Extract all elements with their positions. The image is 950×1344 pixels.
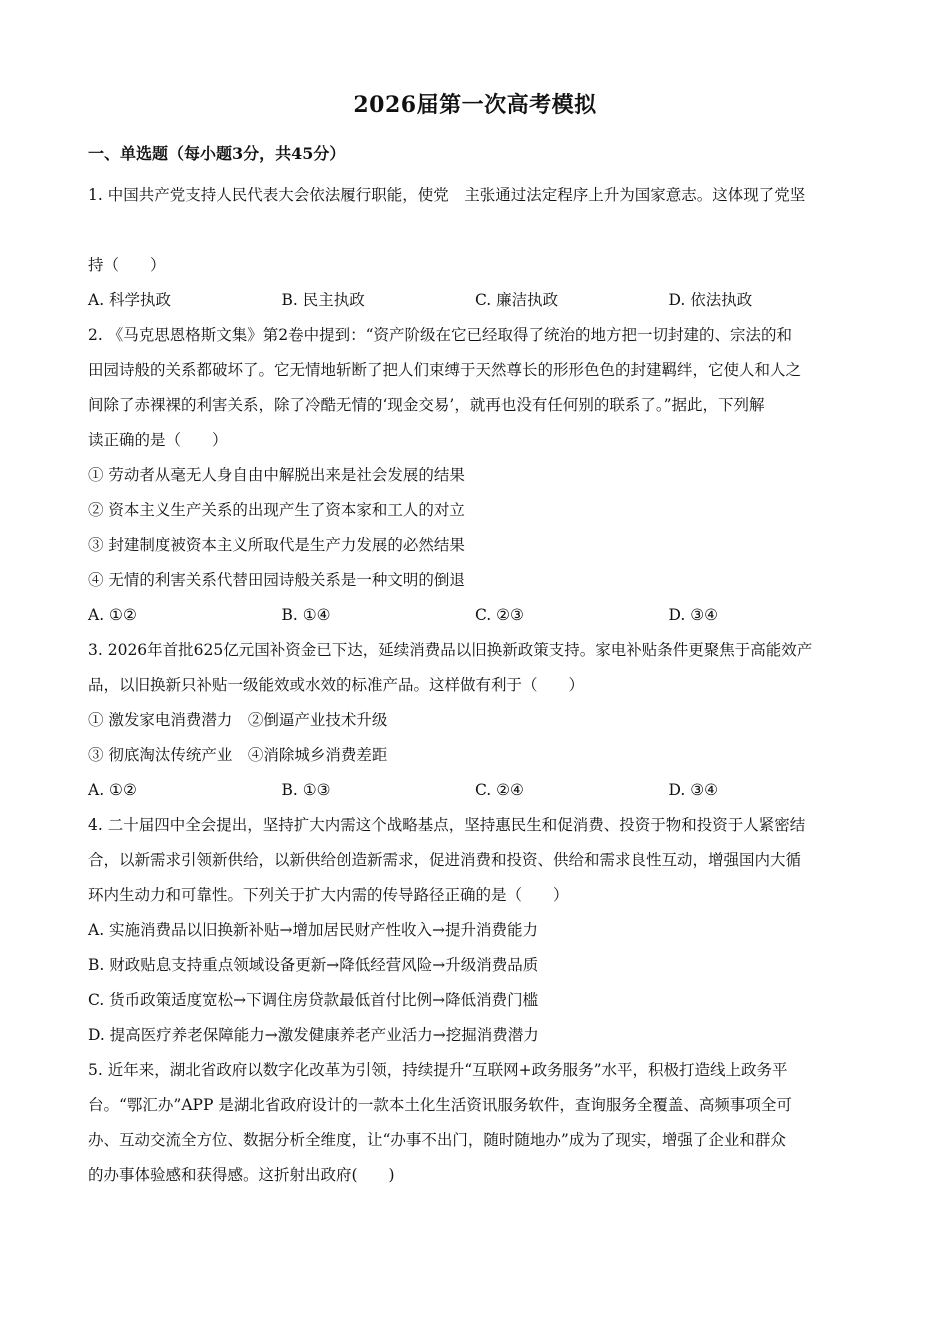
option-d: D. 依法执政 [668,291,753,309]
option-d: D. ③④ [668,606,719,624]
question-2-item: ① 劳动者从毫无人身自由中解脱出来是社会发展的结果 [88,466,465,484]
question-2-stem-line: 读正确的是（ ） [88,431,228,449]
question-4 [88,808,862,1053]
option-c: C. ②④ [475,781,524,799]
question-2-stem-line: 田园诗般的关系都破坏了。它无情地斩断了把人们束缚于天然尊长的形形色色的封建羁绊，它使人和人之 [88,361,802,379]
option-d: D. ③④ [668,781,719,799]
question-1-options [88,283,862,318]
option-a: A. 实施消费品以旧换新补贴→增加居民财产性收入→提升消费能力 [88,921,539,939]
question-3-item: ③ 彻底淘汰传统产业 ④消除城乡消费差距 [88,746,388,764]
page-title: 2026届第一次高考模拟 [353,92,597,118]
question-1 [88,178,862,318]
question-5-stem-line: 5. 近年来，湖北省政府以数字化改革为引领，持续提升“互联网+政务服务”水平，积极打造线上政务平 [88,1061,788,1079]
question-3-stem-line: 3. 2026年首批625亿元国补资金已下达，延续消费品以旧换新政策支持。家电补贴条件更聚焦于高能效产 [88,641,813,659]
option-c: C. 货币政策适度宽松→下调住房贷款最低首付比例→降低消费门槛 [88,991,539,1009]
option-b: B. ①③ [281,781,331,799]
question-3 [88,633,862,808]
option-b: B. 民主执政 [281,291,365,309]
option-c: C. 廉洁执政 [475,291,559,309]
question-2-item: ② 资本主义生产关系的出现产生了资本家和工人的对立 [88,501,465,519]
question-5-stem-line: 办、互动交流全方位、数据分析全维度，让“办事不出门，随时随地办”成为了现实，增强了企业和群众 [88,1131,786,1149]
question-4-stem-line: 合，以新需求引领新供给，以新供给创造新需求，促进消费和投资、供给和需求良性互动，增强国内大循 [88,851,802,869]
question-2-stem-line: 2. 《马克思恩格斯文集》第2卷中提到：“资产阶级在它已经取得了统治的地方把一切封建的、宗法的和 [88,326,793,344]
question-3-item: ① 激发家电消费潜力 ②倒逼产业技术升级 [88,711,388,729]
option-d: D. 提高医疗养老保障能力→激发健康养老产业活力→挖掘消费潜力 [88,1026,539,1044]
question-5-stem-line: 台。“鄂汇办”APP 是湖北省政府设计的一款本土化生活资讯服务软件，查询服务全覆盖、高频事项全可 [88,1096,792,1114]
question-1-stem-line: 持（ ） [88,256,166,274]
option-b: B. 财政贴息支持重点领域设备更新→降低经营风险→升级消费品质 [88,956,539,974]
option-a: A. 科学执政 [88,291,172,309]
question-5-stem-line: 的办事体验感和获得感。这折射出政府( ) [88,1166,395,1184]
option-a: A. ①② [88,606,137,624]
question-2-options [88,598,862,633]
question-1-stem-line: 1. 中国共产党支持人民代表大会依法履行职能，使党 主张通过法定程序上升为国家意志。这体现了党坚 [88,186,806,204]
question-4-stem-line: 环内生动力和可靠性。下列关于扩大内需的传导路径正确的是（ ） [88,886,569,904]
question-2 [88,318,862,633]
option-a: A. ①② [88,781,137,799]
question-5 [88,1053,862,1193]
section-heading: 一、单选题（每小题3分，共45分） [88,144,346,163]
question-2-item: ③ 封建制度被资本主义所取代是生产力发展的必然结果 [88,536,465,554]
option-c: C. ②③ [475,606,524,624]
question-4-stem-line: 4. 二十届四中全会提出，坚持扩大内需这个战略基点，坚持惠民生和促消费、投资于物和投资于人紧密结 [88,816,806,834]
option-b: B. ①④ [281,606,331,624]
question-3-stem-line: 品，以旧换新只补贴一级能效或水效的标准产品。这样做有利于（ ） [88,676,585,694]
question-2-stem-line: 间除了赤裸裸的利害关系，除了冷酷无情的‘现金交易’，就再也没有任何别的联系了。”据此，下列解 [88,396,765,414]
question-3-options [88,773,862,808]
question-2-item: ④ 无情的利害关系代替田园诗般关系是一种文明的倒退 [88,571,465,589]
